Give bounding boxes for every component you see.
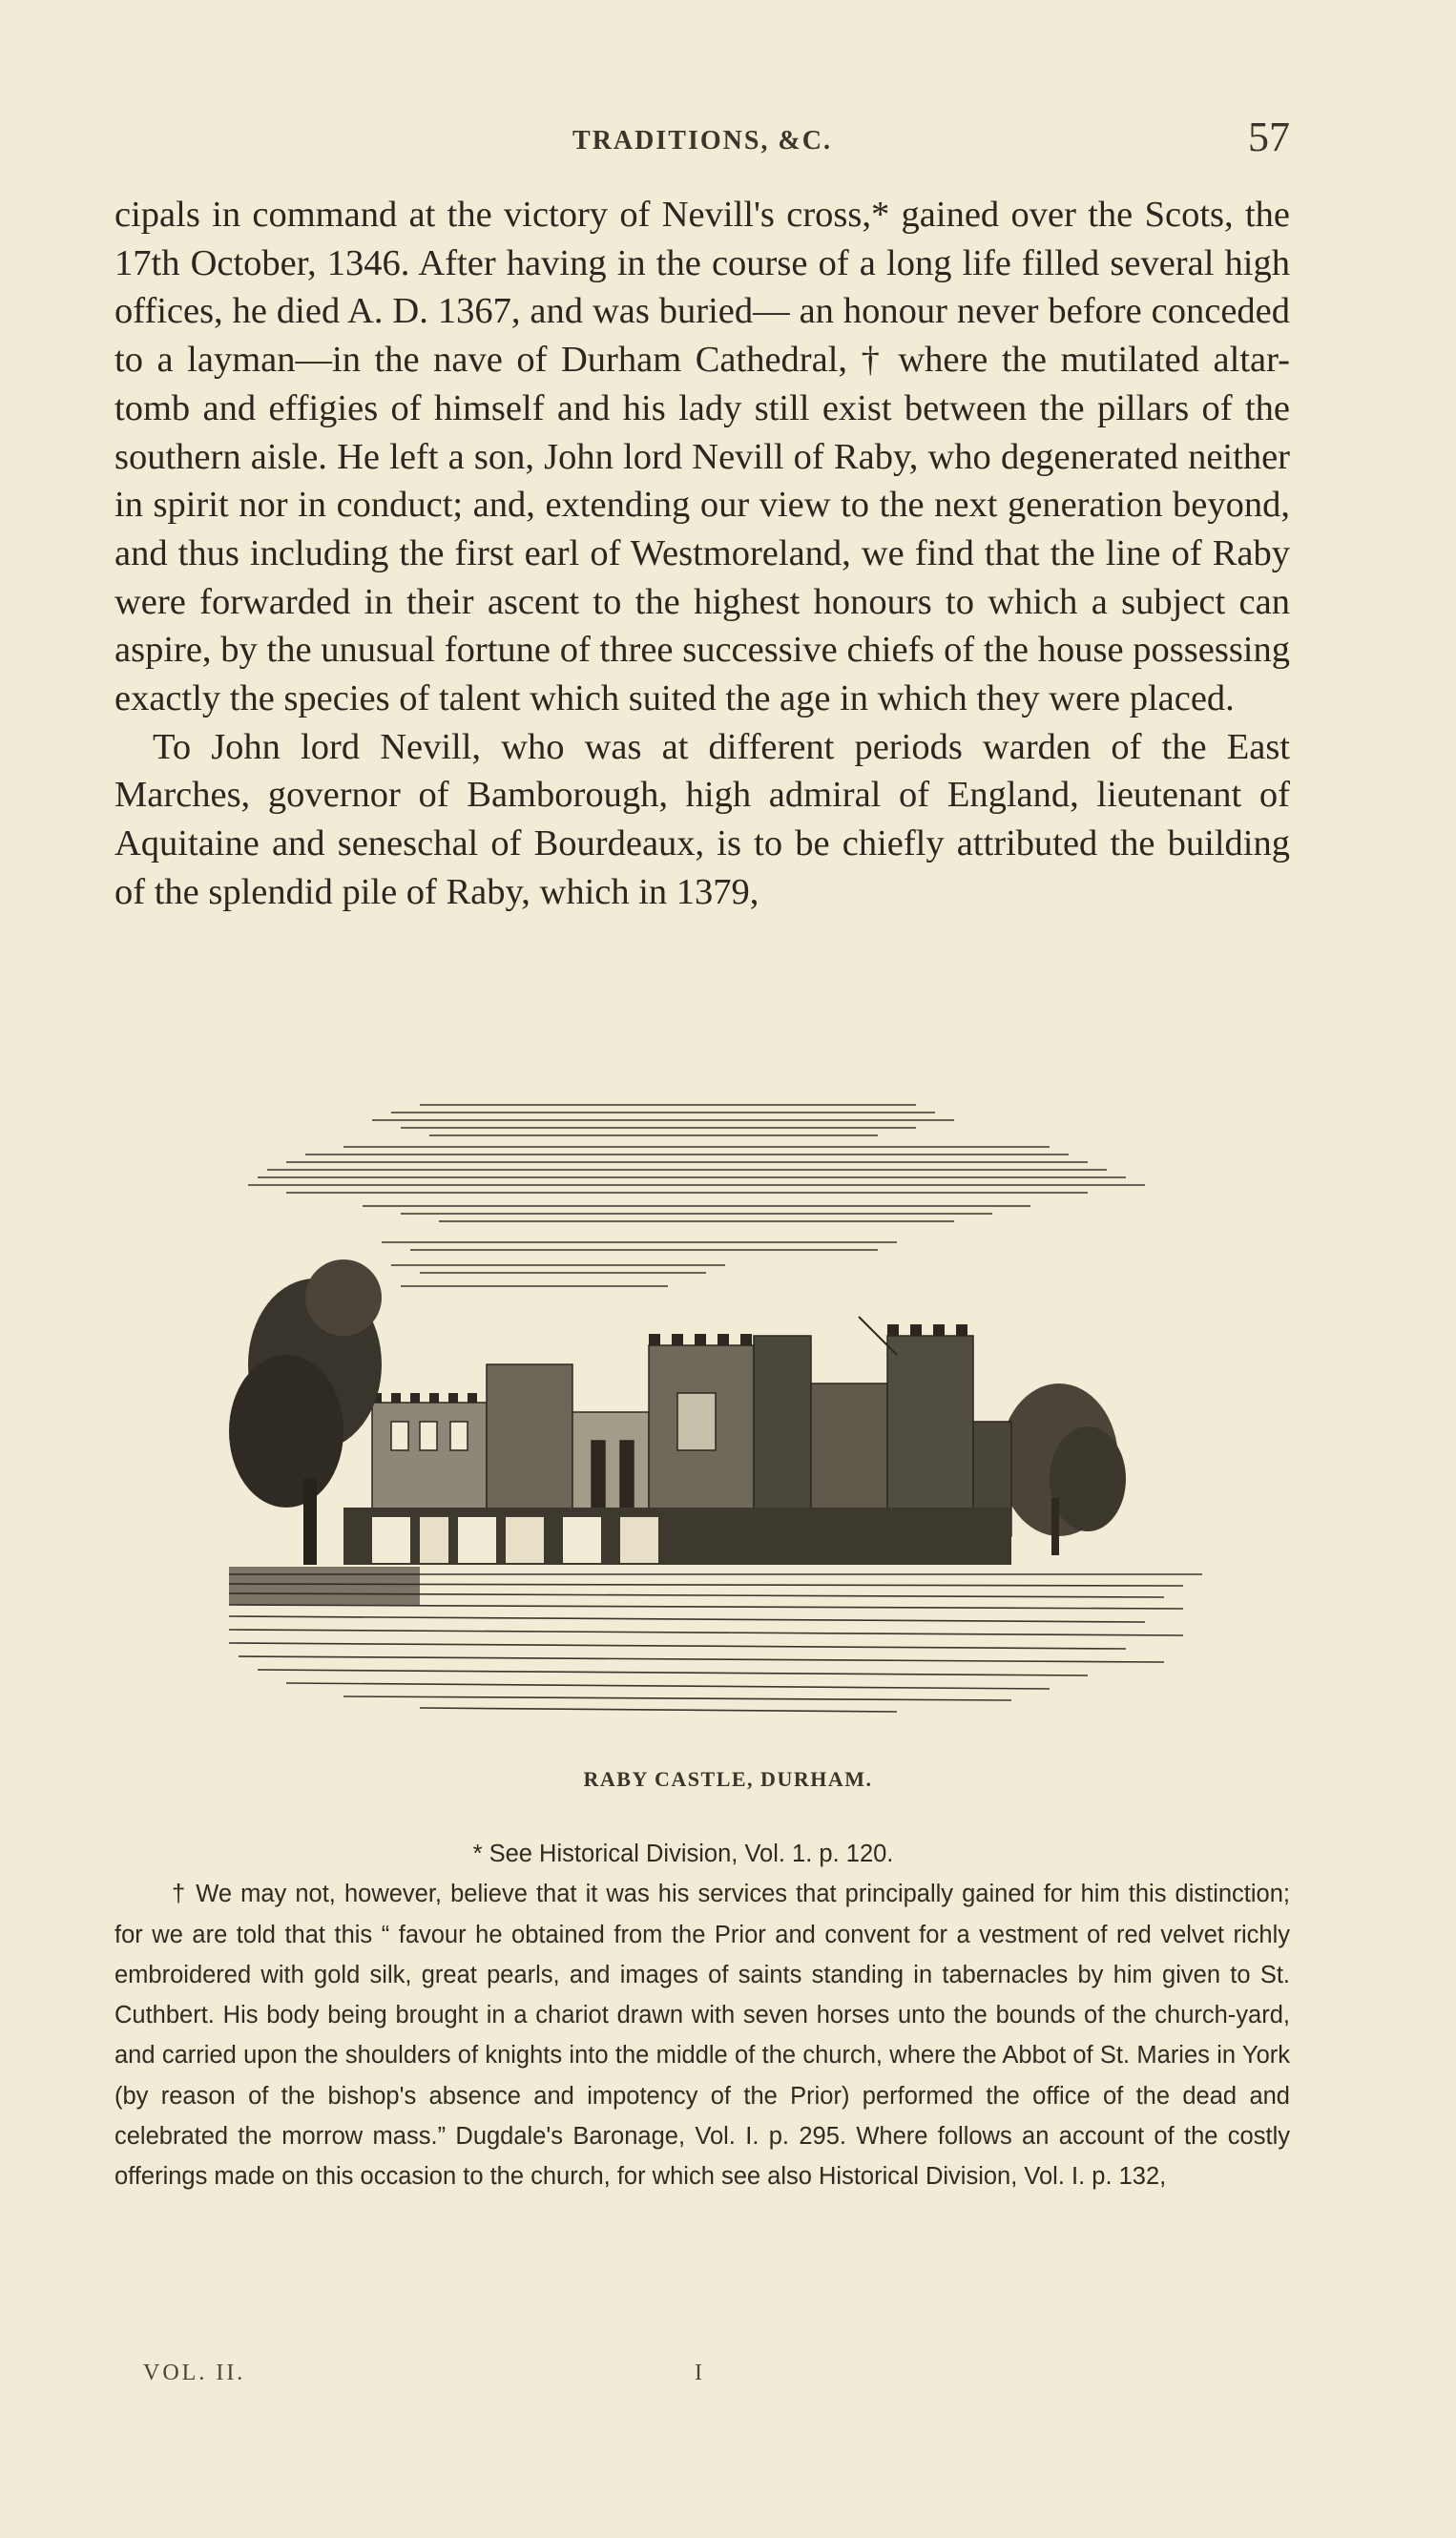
body-text (114, 191, 1290, 917)
footnotes (114, 1834, 1290, 2197)
page-number: 57 (1248, 114, 1290, 160)
running-title: TRADITIONS, &C. (572, 126, 832, 156)
body-paragraph: cipals in command at the victory of Nevill's cross,* gained over the Scots, the 17th October, 1346. After having in the course of a long life filled several high offices, he died A. D. 1367, and was buried— an honour never before conceded to a layman—in the nave of Durham Cathedral, † where the mutilated altar-tomb and effigies of himself and his lady still exist between the pillars of the southern aisle. He left a son, John lord Nevill of Raby, who degenerated neither in spirit nor in conduct; and, extending our view to the next generation beyond, and thus including the first earl of Westmoreland, we find that the line of Raby were forwarded in their ascent to the highest honours to which a subject can aspire, by the unusual fortune of three successive chiefs of the house possessing exactly the species of talent which suited the age in which they were placed. (114, 195, 1290, 719)
lower-wall (343, 1508, 1011, 1565)
body-paragraph: To John lord Nevill, who was at different periods warden of the East Marches, governor of Bamborough, high admiral of England, lieutenant of Aquitaine and seneschal of Bourdeaux, is to be chiefly attributed the building of the splendid pile of Raby, which in 1379, (114, 726, 1290, 912)
footnote-2: † We may not, however, believe that it was his services that principally gained for him this distinction; for we are told that this “ favour he obtained from the Prior and convent for a vestment of red velvet richly embroidered with gold silk, great pearls, and images of saints standing in tabernacles by him given to St. Cuthbert. His body being brought in a chariot drawn with seven horses unto the bounds of the church-yard, and carried upon the shoulders of knights into the middle of the church, where the Abbot of St. Maries in York (by reason of the bishop's absence and impotency of the Prior) performed the office of the dead and celebrated the morrow mass.” Dugdale's Baronage, Vol. I. p. 295. Where follows an account of the costly offerings made on this occasion to the church, for which see also Historical Division, Vol. I. p. 132, (114, 1881, 1290, 2191)
castle (372, 1336, 1011, 1536)
running-head (114, 113, 1290, 170)
signature-volume: VOL. II. (143, 2361, 246, 2385)
signature-letter: I (695, 2361, 705, 2385)
footnote-1: * See Historical Division, Vol. 1. p. 120. (472, 1841, 894, 1867)
sky-hatching (248, 1105, 1145, 1286)
illustration-caption: RABY CASTLE, DURHAM. (583, 1767, 873, 1791)
right-tree (1000, 1383, 1126, 1555)
raby-castle-engraving (229, 1078, 1202, 1727)
